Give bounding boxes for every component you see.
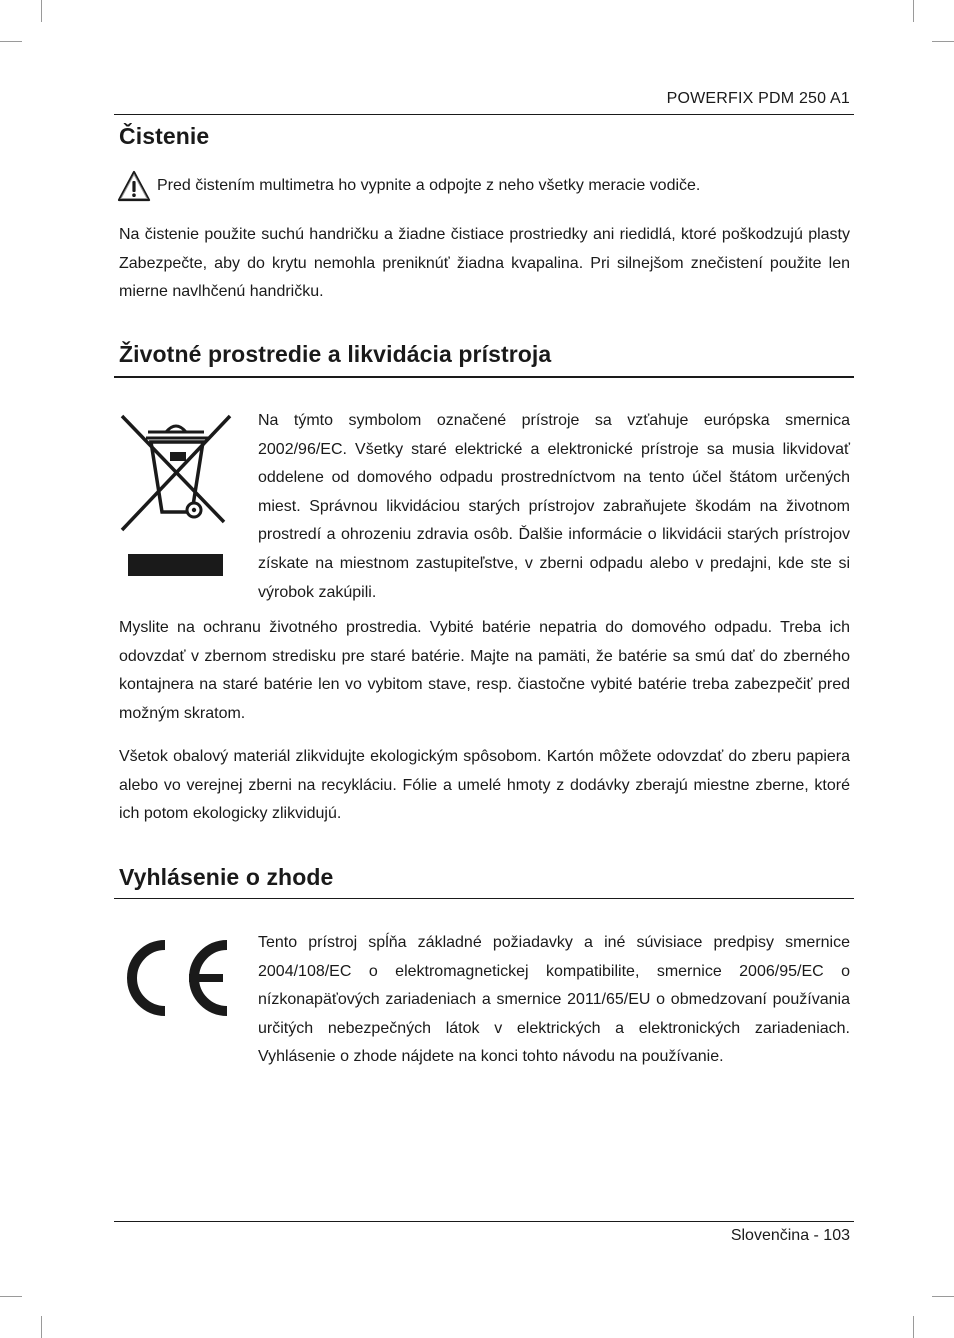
section-title-cleaning: Čistenie [119, 123, 210, 149]
header-model: POWERFIX PDM 250 A1 [666, 90, 850, 107]
weee-paragraph: Na týmto symbolom označené prístroje sa vzťahuje európska smernica 2002/96/EC. Všetky staré elektrické a elektronické prístroje sa musia likvidovať oddelene od domového odpadu prostredníctvom na tento účel štátom určených miest. Správnou likvidáciou starých prístrojov zabraňujete škodám na životnom prostredí a ohrozeniu zdravia osôb. Ďalšie informácie o likvidácii starých prístrojov získate na miestnom zastupiteľstve, v zberni odpadu alebo v predajni, kde ste si výrobok zakúpili. [258, 412, 850, 601]
footer-rule [114, 1221, 854, 1222]
section-title-conformity: Vyhlásenie o zhode [119, 864, 334, 890]
crop-mark [0, 41, 22, 42]
warning-triangle-icon [117, 170, 151, 202]
crop-mark [41, 1316, 42, 1338]
cleaning-paragraph: Na čistenie použite suchú handričku a žiadne čistiace prostriedky ani riedidlá, ktoré poškodzujú plasty Zabezpečte, aby do krytu nemohla preniknúť žiadna kvapalina. Pri silnejšom znečistení použite len mierne navlhčenú handričku. [119, 226, 850, 301]
ce-mark-icon [117, 937, 233, 1019]
header-rule [114, 114, 854, 115]
warning-row [117, 170, 700, 202]
section-title-environment: Životné prostredie a likvidácia prístroja [119, 341, 552, 367]
section-rule [114, 898, 854, 899]
crop-mark [932, 1296, 954, 1297]
packaging-paragraph: Všetok obalový materiál zlikvidujte ekologickým spôsobom. Kartón môžete odovzdať do zberu papiera alebo vo verejnej zberni na recykláciu. Fólie a umelé hmoty z dodávky zberajú miestne zberne, ktoré ich potom ekologicky zlikvidujú. [119, 748, 850, 823]
section-rule [114, 376, 854, 378]
warning-text: Pred čistením multimetra ho vypnite a odpojte z neho všetky meracie vodiče. [157, 177, 701, 194]
page-number: Slovenčina - 103 [730, 1227, 850, 1244]
crop-mark [913, 0, 914, 22]
crossed-out-wheelie-bin-icon [118, 412, 234, 578]
crop-mark [932, 41, 954, 42]
crop-mark [0, 1296, 22, 1297]
conformity-paragraph: Tento prístroj spĺňa základné požiadavky a iné súvisiace predpisy smernice 2004/108/EC o elektromagnetickej kompatibilite, smernice 2006/95/EC o nízkonapäťových zariadeniach a smernice 2011/65/EU o obmedzovaní používania určitých nebezpečných látok v elektrických a elektronických zariadeniach. Vyhlásenie o zhode nájdete na konci tohto návodu na používanie. [258, 934, 850, 1066]
battery-paragraph: Myslite na ochranu životného prostredia. Vybité batérie nepatria do domového odpadu. Treba ich odovzdať v zbernom stredisku pre staré batérie. Majte na pamäti, že batérie sa smú dať do zberného kontajnera na staré batérie len vo vybitom stave, resp. čiastočne vybité batérie treba zabezpečiť pred možným skratom. [119, 619, 850, 722]
crop-mark [41, 0, 42, 22]
crop-mark [913, 1316, 914, 1338]
